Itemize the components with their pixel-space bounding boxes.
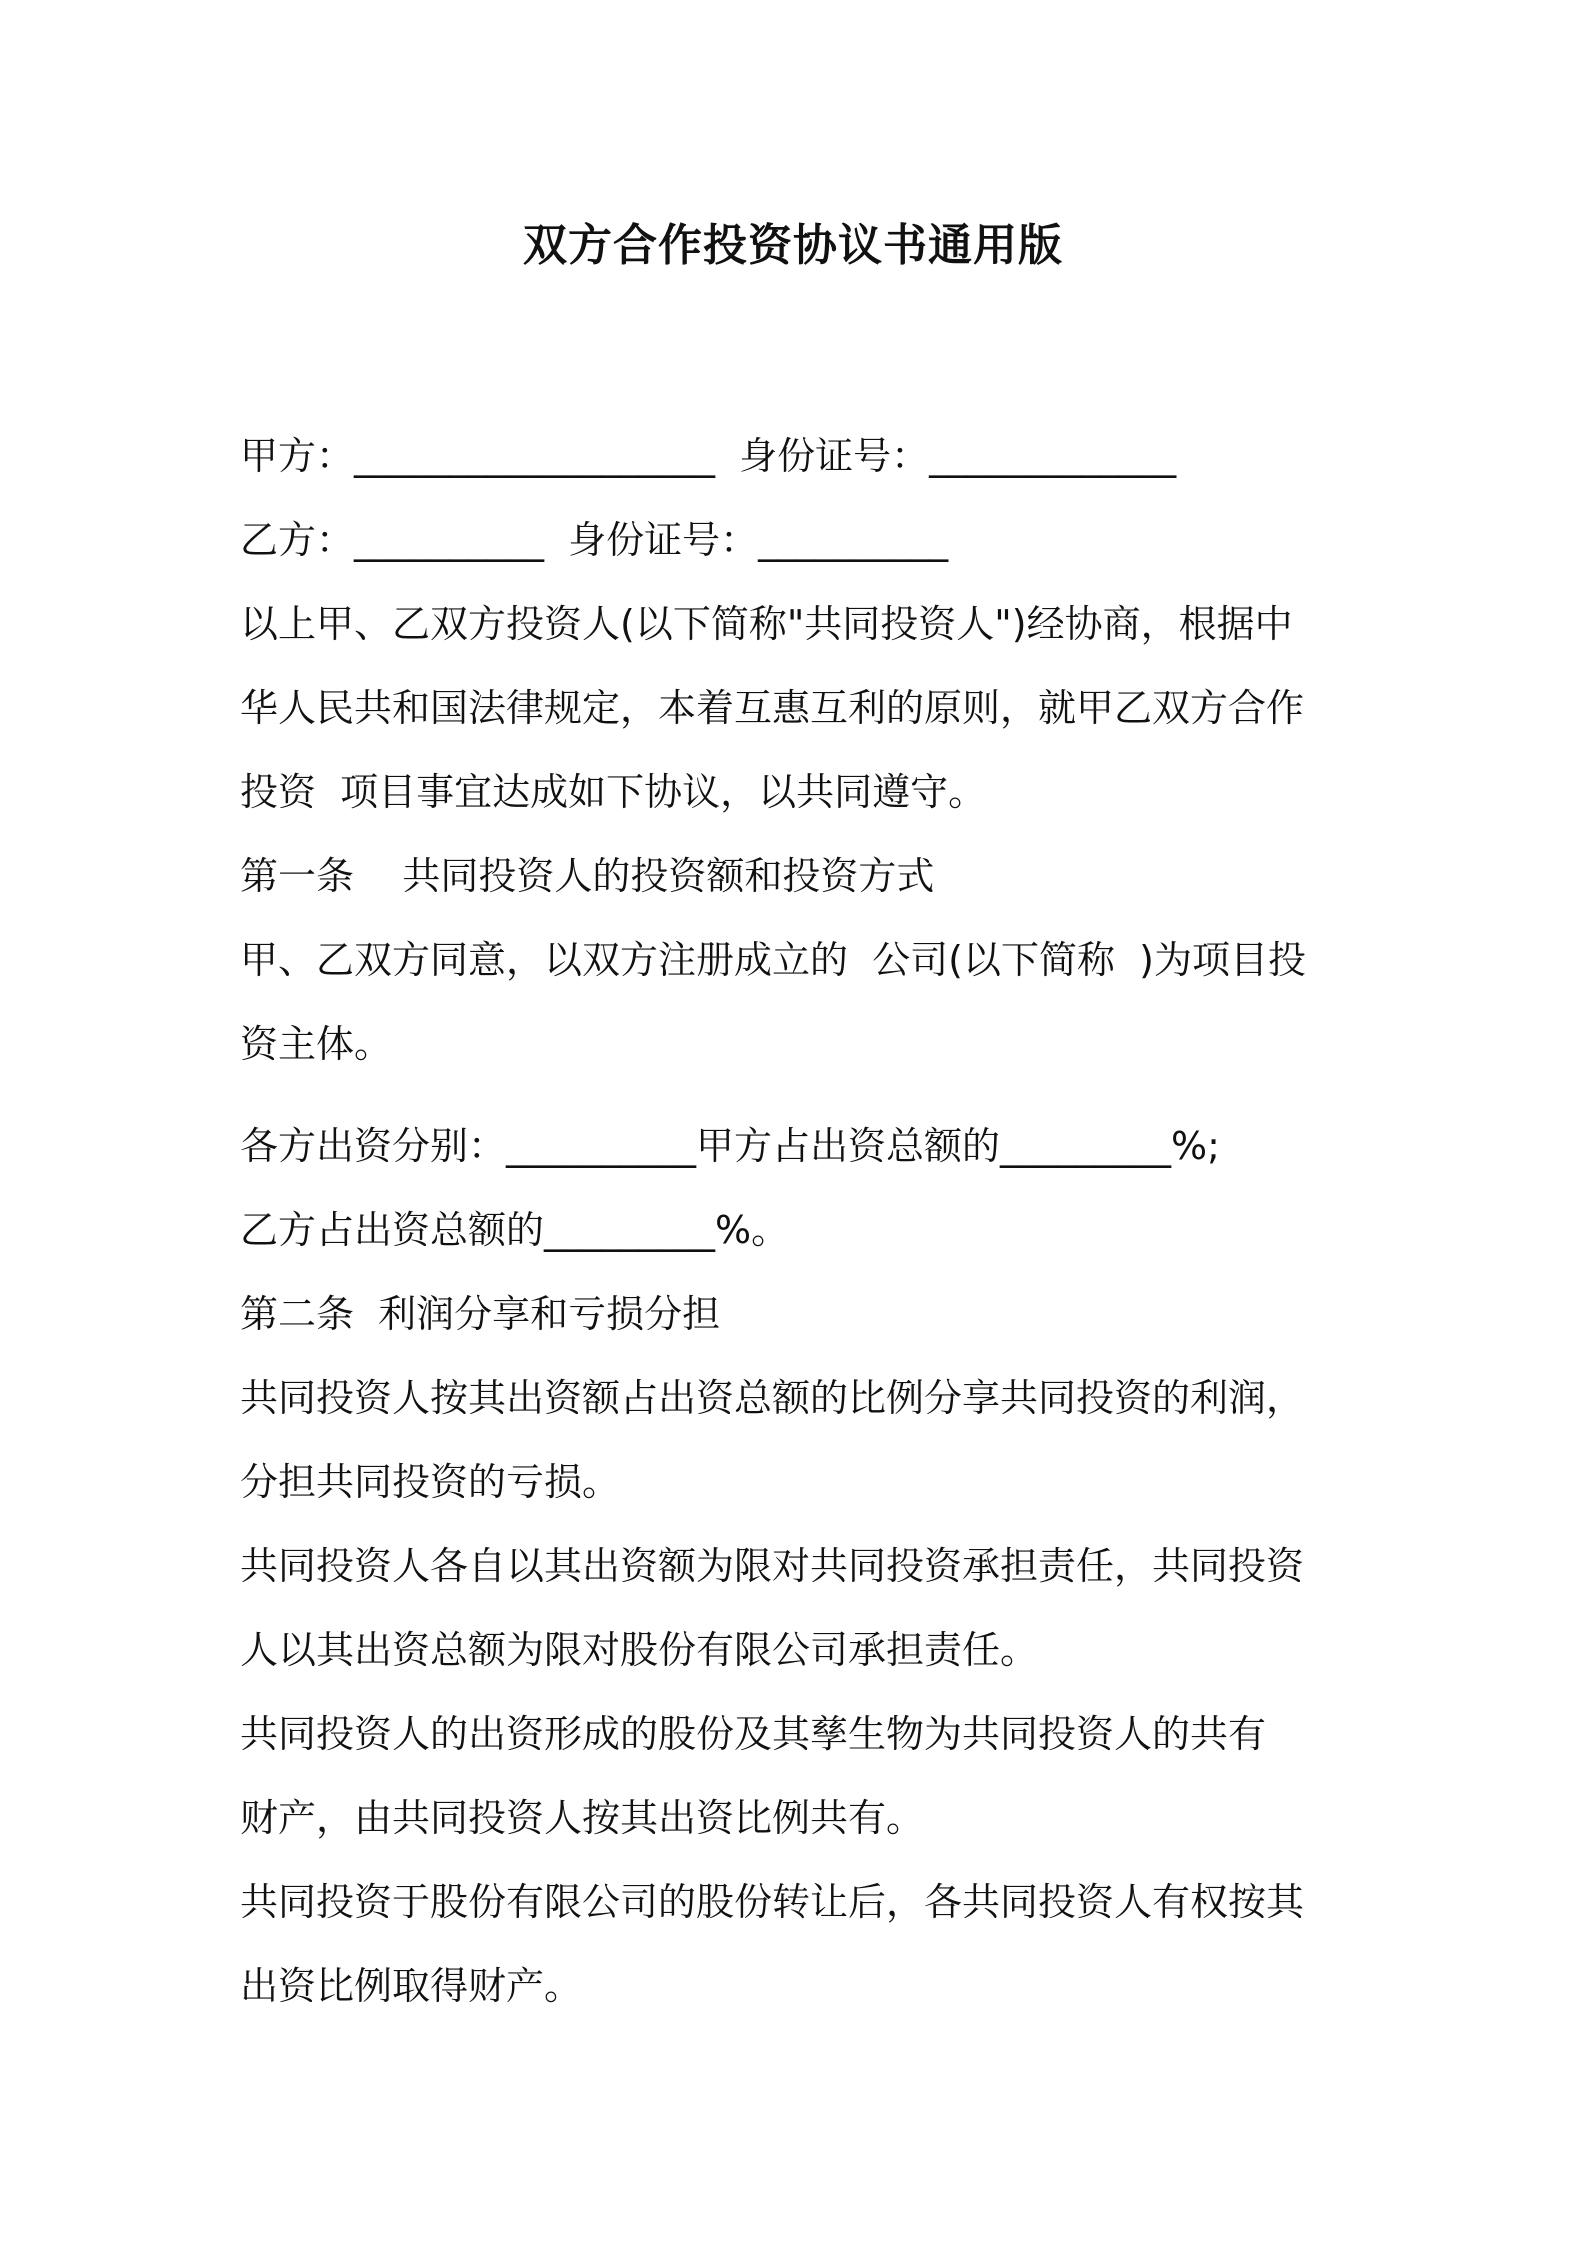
preamble-line-2: 华人民共和国法律规定，本着互惠互利的原则，就甲乙双方合作 [240, 686, 1305, 730]
article-1-heading: 第一条 共同投资人的投资额和投资方式 [240, 854, 935, 898]
property-line-1: 共同投资人的出资形成的股份及其孳生物为共同投资人的共有 [240, 1712, 1267, 1756]
spacer [240, 1086, 1356, 1104]
article-2-heading: 第二条 利润分享和亏损分担 [240, 1292, 721, 1336]
liability-line-1: 共同投资人各自以其出资额为限对共同投资承担责任，共同投资 [240, 1544, 1305, 1588]
property-line-2: 财产，由共同投资人按其出资比例共有。 [240, 1796, 925, 1840]
profit-line-2: 分担共同投资的亏损。 [240, 1460, 621, 1504]
party-a-line: 甲方：___________________ 身份证号：_____________ [240, 434, 1177, 478]
liability-line-2: 人以其出资总额为限对股份有限公司承担责任。 [240, 1628, 1039, 1672]
transfer-line-1: 共同投资于股份有限公司的股份转让后，各共同投资人有权按其 [240, 1880, 1305, 1924]
profit-line-1: 共同投资人按其出资额占出资总额的比例分享共同投资的利润， [240, 1376, 1305, 1420]
document-title: 双方合作投资协议书通用版 [523, 220, 1063, 271]
party-b-line: 乙方：__________ 身份证号：__________ [240, 518, 949, 562]
contribution-line-2: 乙方占出资总额的_________%。 [240, 1208, 790, 1252]
preamble-line-1: 以上甲、乙双方投资人(以下简称"共同投资人")经协商，根据中 [240, 602, 1293, 646]
article-1-text-line-2: 资主体。 [240, 1022, 393, 1066]
article-1-text-line-1: 甲、乙双方同意，以双方注册成立的 公司(以下简称 )为项目投 [240, 938, 1306, 982]
transfer-line-2: 出资比例取得财产。 [240, 1964, 583, 2008]
preamble-line-3: 投资 项目事宜达成如下协议，以共同遵守。 [240, 770, 987, 814]
document-body [240, 414, 1356, 2028]
contribution-line-1: 各方出资分别：__________甲方占出资总额的_________%; [240, 1124, 1220, 1168]
